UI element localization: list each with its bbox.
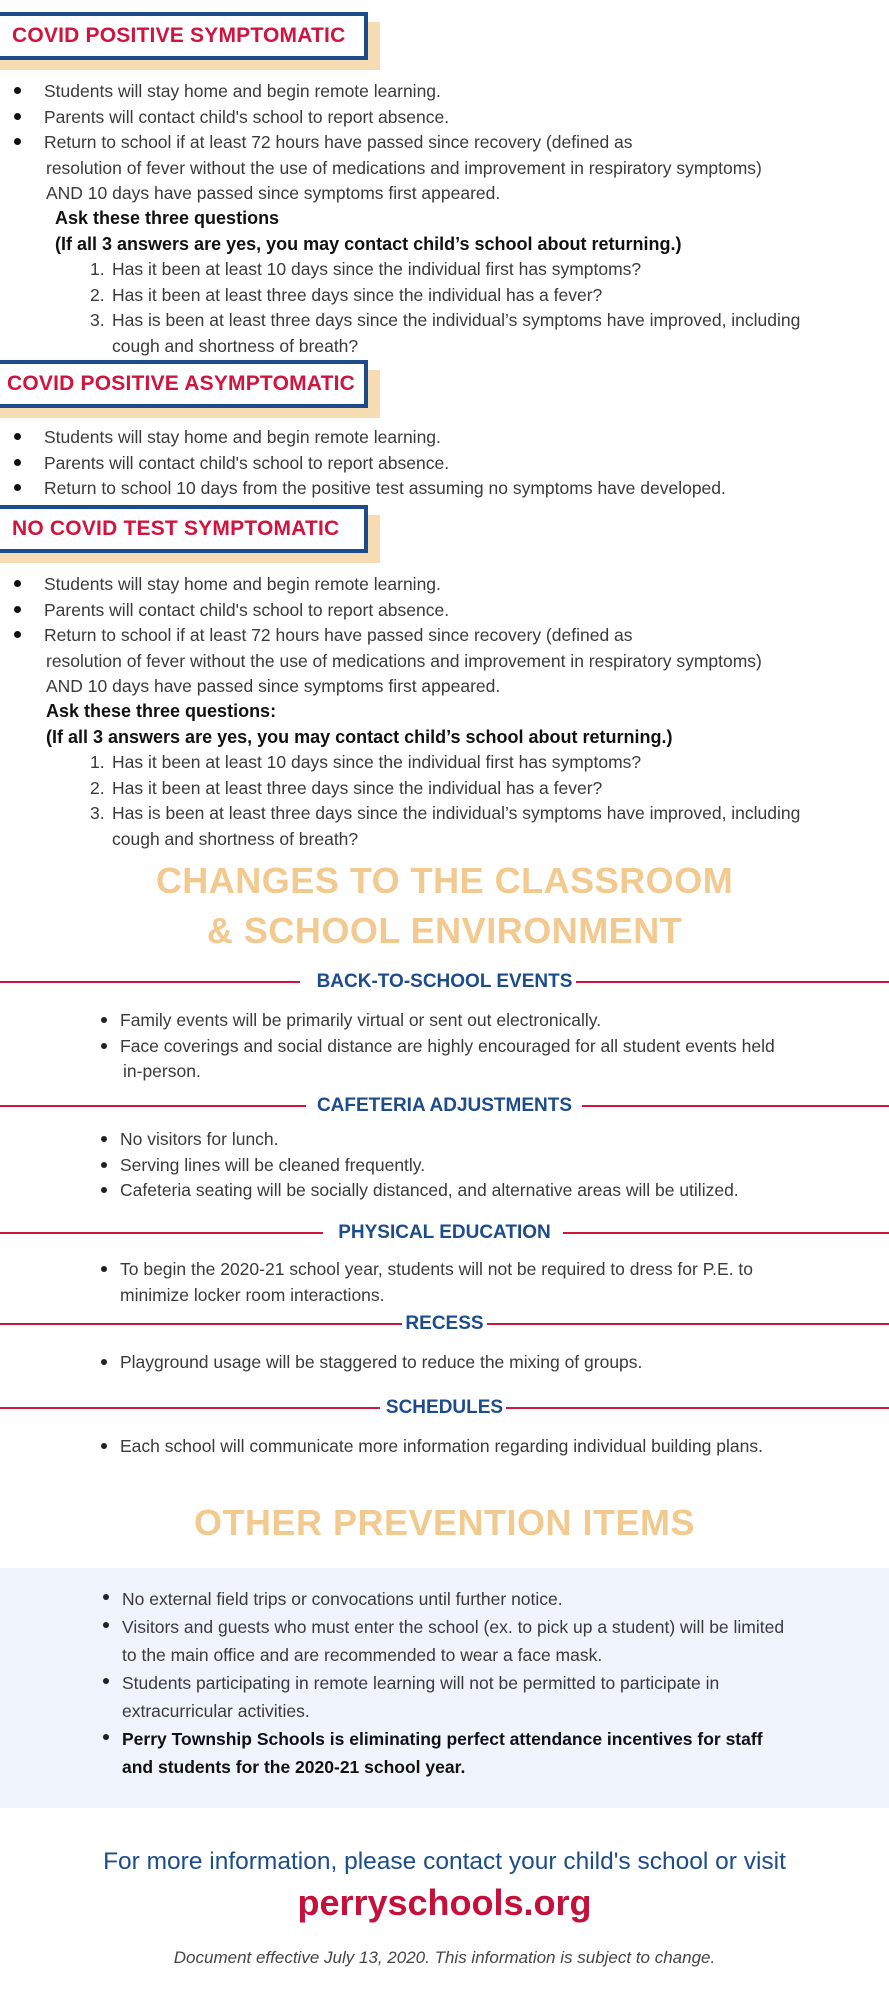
divider-schedules — [0, 1396, 889, 1420]
list-item: 3. Has is been at least three days since the individual’s symptoms have improved, including cough and shortness of breath? — [90, 310, 801, 356]
list-item: Parents will contact child's school to report absence. — [0, 105, 762, 131]
footer-disclaimer: Document effective July 13, 2020. This information is subject to change. — [173, 1948, 716, 1967]
contact-line: For more information, please contact your child's school or visit — [103, 1848, 786, 1875]
list-item: To begin the 2020-21 school year, students will not be required to dress for P.E. to minimize locker room interactions. — [98, 1257, 753, 1308]
list-item: Serving lines will be cleaned frequently. — [98, 1153, 739, 1179]
list-item: Return to school 10 days from the positive test assuming no symptoms have developed. — [0, 476, 726, 502]
physical-education-list — [98, 1257, 753, 1308]
list-item: Students participating in remote learning will not be permitted to participate in extracurricular activities. — [100, 1669, 784, 1725]
list-item: Students will stay home and begin remote learning. — [0, 572, 762, 598]
positive-asymptomatic-list — [0, 425, 726, 502]
list-item: Return to school if at least 72 hours have passed since recovery (defined as resolution of fever without the use of medications and improvement in respiratory symptoms) AND 10 days have passed since symptoms first appeared. — [0, 130, 762, 207]
list-item: Each school will communicate more information regarding individual building plans. — [98, 1434, 763, 1460]
other-prevention-list — [100, 1585, 784, 1781]
no-test-symptomatic-list — [0, 572, 762, 700]
other-prevention-title: OTHER PREVENTION ITEMS — [193, 1502, 696, 1543]
subsection-title: BACK-TO-SCHOOL EVENTS — [314, 971, 576, 992]
list-item: Playground usage will be staggered to reduce the mixing of groups. — [98, 1350, 642, 1376]
website-link[interactable]: perryschools.org — [297, 1882, 592, 1923]
list-item: Students will stay home and begin remote learning. — [0, 79, 762, 105]
section-title: COVID POSITIVE ASYMPTOMATIC — [7, 372, 356, 395]
list-item: 3. Has is been at least three days since the individual’s symptoms have improved, including cough and shortness of breath? — [90, 803, 801, 849]
section-title: NO COVID TEST SYMPTOMATIC — [12, 517, 340, 540]
list-item: 1. Has it been at least 10 days since the individual first has symptoms? — [90, 752, 642, 772]
list-item: Cafeteria seating will be socially distanced, and alternative areas will be utilized. — [98, 1178, 739, 1204]
subsection-title: SCHEDULES — [383, 1397, 506, 1418]
schedules-list — [98, 1434, 763, 1460]
questions-list — [90, 257, 800, 359]
subsection-title: PHYSICAL EDUCATION — [335, 1222, 554, 1243]
ask-questions-heading: Ask these three questions (If all 3 answers are yes, you may contact child’s school about returning.) — [55, 208, 682, 254]
cafeteria-list — [98, 1127, 739, 1204]
list-item: No visitors for lunch. — [98, 1127, 739, 1153]
changes-title: CHANGES TO THE CLASSROOM & SCHOOL ENVIRONMENT — [155, 860, 734, 951]
list-item: Parents will contact child's school to report absence. — [0, 598, 762, 624]
list-item: Return to school if at least 72 hours have passed since recovery (defined as resolution of fever without the use of medications and improvement in respiratory symptoms) AND 10 days have passed since symptoms first appeared. — [0, 623, 762, 700]
list-item: 1. Has it been at least 10 days since the individual first has symptoms? — [90, 259, 642, 279]
list-item: Family events will be primarily virtual or sent out electronically. — [98, 1008, 775, 1034]
positive-symptomatic-list — [0, 79, 762, 207]
section-title: COVID POSITIVE SYMPTOMATIC — [12, 24, 346, 47]
divider-back-to-school-events — [0, 970, 889, 994]
questions-list — [90, 750, 800, 852]
list-item: Perry Township Schools is eliminating perfect attendance incentives for staff and students for the 2020-21 school year. — [100, 1725, 784, 1781]
list-item: 2. Has it been at least three days since the individual has a fever? — [90, 284, 603, 305]
ask-questions-heading: Ask these three questions: (If all 3 answers are yes, you may contact child’s school about returning.) — [46, 701, 673, 747]
recess-list — [98, 1350, 642, 1376]
list-item: Face coverings and social distance are highly encouraged for all student events held in-person. — [98, 1034, 775, 1085]
list-item: Parents will contact child's school to report absence. — [0, 451, 726, 477]
divider-cafeteria-adjustments — [0, 1094, 889, 1118]
list-item: Students will stay home and begin remote learning. — [0, 425, 726, 451]
list-item: Visitors and guests who must enter the school (ex. to pick up a student) will be limited to the main office and are recommended to wear a face mask. — [100, 1613, 784, 1669]
subsection-title: RECESS — [402, 1313, 486, 1334]
divider-physical-education — [0, 1221, 889, 1245]
list-item: No external field trips or convocations until further notice. — [100, 1585, 784, 1613]
subsection-title: CAFETERIA ADJUSTMENTS — [314, 1095, 575, 1116]
events-list — [98, 1008, 775, 1085]
divider-recess — [0, 1312, 889, 1336]
list-item: 2. Has it been at least three days since the individual has a fever? — [90, 777, 603, 798]
